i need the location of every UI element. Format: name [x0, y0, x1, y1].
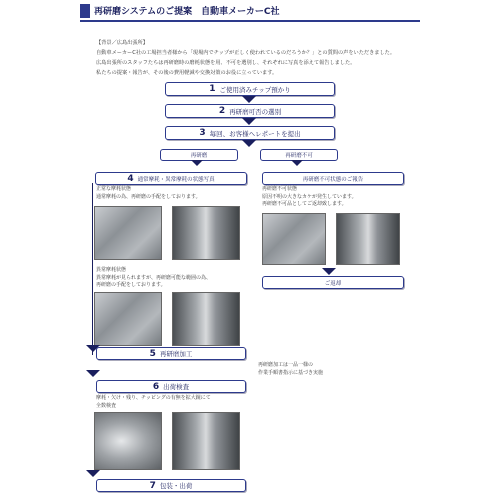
flow-connector-line [92, 183, 93, 355]
no-regrind-note [262, 186, 357, 209]
page-title: 再研磨システムのご提案 自動車メーカーC社 [94, 7, 280, 17]
note-text: 原因不明の大きなカケが発生しています。 [262, 193, 357, 200]
note-title: 異常摩耗状態 [96, 267, 127, 273]
down-arrow-icon [322, 268, 336, 275]
down-arrow-icon [86, 470, 100, 477]
down-arrow-icon [291, 160, 303, 166]
step-3-box [165, 126, 335, 140]
step-label: ご返却 [324, 280, 342, 287]
note-text: 再研磨の手配をしております。 [96, 282, 166, 288]
no-regrind-report-box [262, 172, 404, 185]
intro-line: 自動車メーカーC社の工場担当者様から「現場内でチップが正しく使われているのだろうか？」との質問の声をいただきました。 [96, 50, 396, 56]
step-number: 7 [149, 480, 156, 491]
note-text: 異常摩耗が見られますが、再研磨可能な範囲の為、 [96, 274, 212, 281]
step-number: 3 [199, 128, 206, 138]
note-title: 再研磨不可状態 [262, 186, 298, 192]
return-box [262, 276, 404, 289]
down-arrow-icon [242, 118, 256, 125]
header-accent-bar [80, 4, 90, 18]
note-title: 正常な摩耗状態 [96, 186, 132, 192]
inspection-photo-2 [172, 412, 240, 470]
step-label: 通常摩耗・異常摩耗の状態写真 [137, 176, 215, 183]
normal-wear-photo-1 [94, 206, 162, 260]
step-label: 出荷検査 [163, 383, 190, 391]
inspection-note [96, 395, 211, 410]
step-number: 5 [149, 348, 156, 359]
abnormal-wear-photo-2 [172, 292, 240, 346]
step-label: ご使用済みチップ預かり [219, 85, 291, 94]
note-text: 再研磨不可品としてご返却致します。 [262, 201, 347, 207]
step-label: 再研磨加工 [159, 350, 193, 358]
note-text: 摩耗・欠け・残り、チッピングの有無を拡大鏡にて [96, 395, 211, 401]
intro-line: 広島出張所のスタッフたちは再研磨時の磨耗状態を用、不可を選別し、それぞれに写真を添えて報告しました。 [96, 60, 356, 66]
no-regrind-photo-2 [336, 213, 400, 265]
abnormal-wear-note [96, 267, 211, 290]
branch-no-regrind: 再研磨不可 [260, 149, 338, 161]
step-label: 包装・出荷 [159, 482, 193, 490]
intro-text [96, 38, 416, 78]
step-4-box [95, 172, 247, 185]
step-number: 2 [218, 106, 226, 116]
down-arrow-icon [242, 96, 256, 103]
step-6-box [96, 380, 246, 393]
step-1-box [165, 82, 335, 96]
note-text: 再研磨加工は一品一様の [258, 362, 314, 368]
header-divider [80, 20, 420, 22]
branch-regrind: 再研磨 [160, 149, 238, 161]
down-arrow-icon [86, 370, 100, 377]
no-regrind-photo-1 [262, 213, 326, 265]
step-number: 6 [152, 381, 160, 392]
down-arrow-icon [191, 160, 203, 166]
step-number: 1 [209, 84, 216, 94]
regrind-note [258, 362, 323, 377]
step-2-box [165, 104, 335, 118]
inspection-photo-1 [94, 412, 162, 470]
step-label: 毎回、お客様へレポートを提出 [209, 129, 301, 138]
step-7-box [96, 479, 246, 492]
down-arrow-icon [242, 140, 256, 147]
step-number: 4 [127, 173, 134, 184]
step-label: 再研磨不可状態のご報告 [302, 176, 364, 183]
step-5-box [96, 347, 246, 360]
normal-wear-photo-2 [172, 206, 240, 260]
note-text: 作業手順書指示に基づき実施 [258, 369, 324, 376]
note-text: 全数検査 [96, 402, 117, 409]
step-label: 再研磨可否の選別 [229, 107, 282, 116]
normal-wear-note [96, 186, 201, 201]
intro-line: 【背景／広島出張所】 [96, 40, 148, 46]
note-text: 通常摩耗の為、再研磨の手配をしております。 [96, 193, 201, 200]
intro-line: 私たちの提案・報告が、その後の費用軽減や交換対策のお役に立っています。 [96, 70, 278, 76]
abnormal-wear-photo-1 [94, 292, 162, 346]
